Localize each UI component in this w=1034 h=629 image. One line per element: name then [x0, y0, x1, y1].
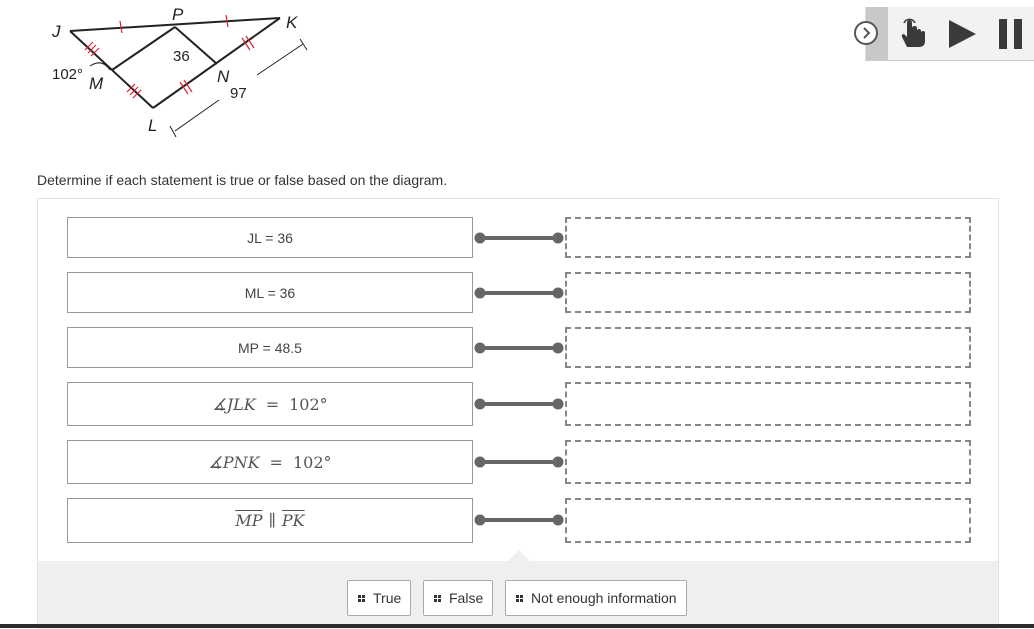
statement-box — [67, 440, 473, 484]
statement-box: ML = 36 — [67, 272, 473, 313]
angle-symbol: ∡ — [208, 452, 223, 472]
choice-label: False — [449, 590, 484, 606]
statement-box: MP = 48.5 — [67, 327, 473, 368]
matching-panel — [37, 198, 999, 628]
drop-target[interactable] — [565, 327, 971, 368]
chevron-circle-icon[interactable] — [854, 21, 878, 45]
drag-handle-icon — [516, 595, 523, 602]
drop-target[interactable] — [565, 498, 971, 543]
connector-line — [474, 286, 564, 300]
connector-line — [474, 231, 564, 245]
angle-label: 102° — [52, 66, 84, 83]
choice-not-enough-info[interactable] — [505, 580, 687, 616]
answer-bank — [38, 561, 998, 629]
angle-value: 102° — [289, 394, 328, 414]
vertex-l-label: L — [148, 116, 158, 135]
choice-false[interactable] — [423, 580, 493, 616]
statement-box: JL = 36 — [67, 217, 473, 258]
bank-pointer — [508, 550, 530, 561]
segment-mp: $\overline{MP}$ — [235, 511, 263, 530]
drop-target[interactable] — [565, 382, 971, 426]
statement-box — [67, 498, 473, 543]
angle-name: JLK — [226, 394, 256, 414]
angle-value: 102° — [292, 452, 332, 472]
triangle-diagram — [30, 0, 350, 150]
choice-true[interactable] — [347, 580, 411, 616]
drag-handle-icon — [434, 595, 441, 602]
choice-label: True — [373, 590, 402, 606]
media-toolbar — [865, 7, 1034, 60]
lk-length-label: 97 — [230, 85, 247, 102]
connector-line — [474, 397, 564, 411]
instruction-text: Determine if each statement is true or false based on the diagram. — [37, 172, 448, 188]
vertex-p-label: P — [172, 5, 184, 24]
equals-sign: = — [265, 394, 280, 414]
drop-target[interactable] — [565, 440, 971, 484]
connector-line — [474, 341, 564, 355]
vertex-m-label: M — [89, 74, 104, 93]
equals-sign: = — [269, 452, 283, 472]
hand-pointer-icon[interactable] — [898, 17, 928, 56]
statement-box — [67, 382, 473, 426]
bottom-bar — [0, 624, 1034, 628]
vertex-j-label: J — [52, 22, 61, 41]
parallel-symbol: ∥ — [268, 511, 276, 530]
drop-target[interactable] — [565, 272, 971, 313]
vertex-k-label: K — [286, 13, 298, 32]
angle-symbol: ∡ — [212, 394, 227, 414]
angle-name: PNK — [222, 452, 260, 472]
connector-line — [474, 455, 564, 469]
drop-target[interactable] — [565, 217, 971, 258]
mp-length-label: 36 — [173, 48, 190, 65]
drag-handle-icon — [358, 595, 365, 602]
choice-label: Not enough information — [531, 590, 677, 606]
vertex-n-label: N — [217, 67, 230, 86]
play-icon[interactable] — [946, 19, 978, 54]
pause-icon[interactable] — [996, 19, 1026, 54]
connector-line — [474, 513, 564, 527]
segment-pk: $\overline{PK}$ — [281, 511, 305, 530]
